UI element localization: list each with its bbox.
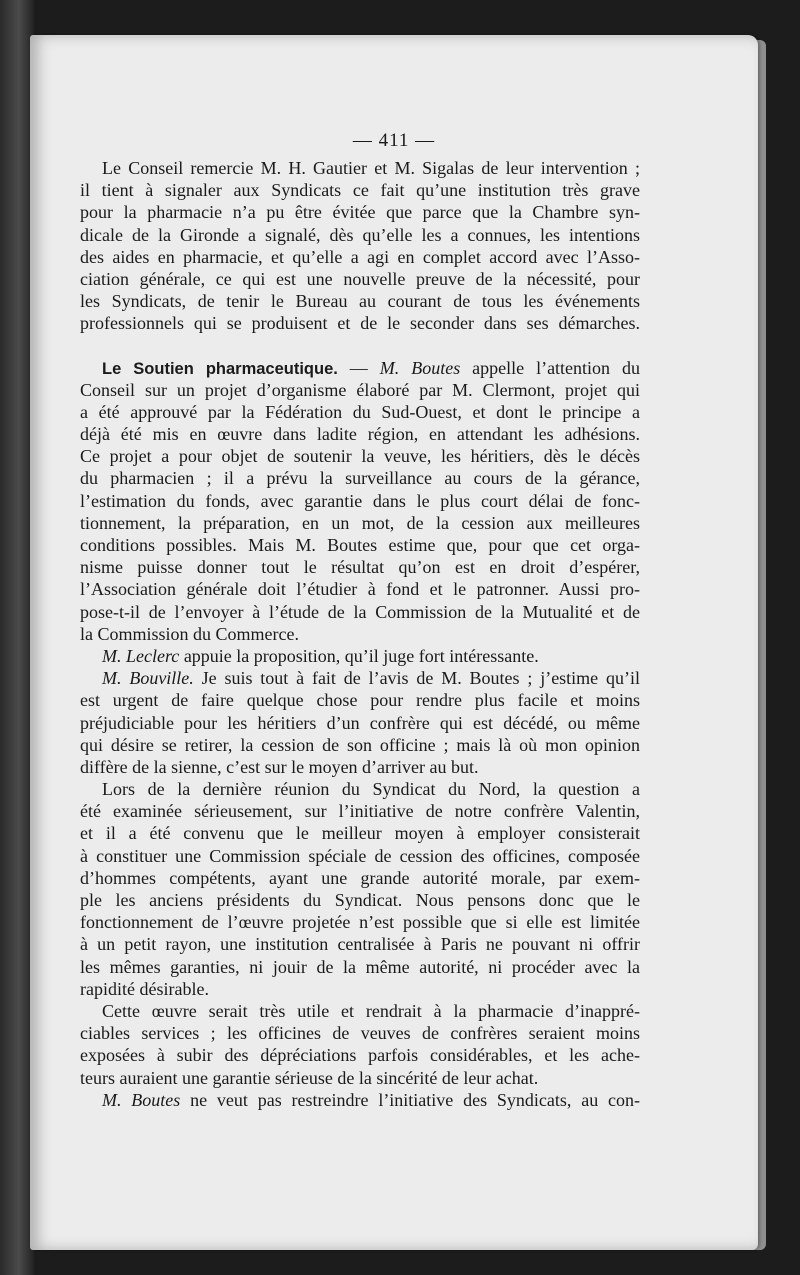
book-page <box>30 35 758 1250</box>
text-line: pour la pharmacie n’a pu être évitée que parce que la Chambre syn- <box>80 202 640 223</box>
text-line: ciation générale, ce qui est une nouvelle preuve de la nécessité, pour <box>80 268 640 289</box>
text-line: fonctionnement de l’œuvre projetée n’est possible que si elle est limitée <box>80 912 640 933</box>
text-line: M. Boutes ne veut pas restreindre l’initiative des Syndicats, au con- <box>102 1089 641 1110</box>
text-line: les Syndicats, de tenir le Bureau au courant de tous les événements <box>80 291 640 312</box>
text-line: l’estimation du fonds, avec garantie dans le plus court délai de fonc- <box>80 490 640 511</box>
text-line: déjà été mis en œuvre dans ladite région, en attendant les adhésions. <box>80 424 640 445</box>
text-line: pose-t-il de l’envoyer à l’étude de la Commission de la Mutualité et de <box>80 601 640 622</box>
paragraph <box>80 778 640 1000</box>
text-line: exposées à subir des dépréciations parfois considérables, et les ache- <box>80 1045 640 1066</box>
paragraph <box>80 157 640 335</box>
text-line: diffère de la sienne, c’est sur le moyen d’arriver au but. <box>80 756 479 777</box>
text-line: Le Soutien pharmaceutique. — M. Boutes appelle l’attention du <box>102 357 640 378</box>
text-line: des aides en pharmacie, et qu’elle a agi en complet accord avec l’Asso- <box>80 246 640 267</box>
text-line: M. Bouville. Je suis tout à fait de l’avis de M. Boutes ; j’estime qu’il <box>102 668 640 689</box>
text-line: a été approuvé par la Fédération du Sud-Ouest, et dont le principe a <box>80 401 640 422</box>
text-line: Lors de la dernière réunion du Syndicat du Nord, la question a <box>102 779 640 800</box>
paragraph <box>80 645 640 667</box>
text-line: à constituer une Commission spéciale de cession des officines, composée <box>80 845 640 866</box>
text-line: nisme puisse donner tout le résultat qu’on est en droit d’espérer, <box>80 557 640 578</box>
text-line: du pharmacien ; il a prévu la surveillance au cours de la gérance, <box>80 468 640 489</box>
speaker-name: M. Leclerc <box>102 645 180 666</box>
text-line: M. Leclerc appuie la proposition, qu’il juge fort intéressante. <box>102 645 539 666</box>
text-line: préjudiciable pour les héritiers d’un confrère qui est décédé, ou même <box>80 712 640 733</box>
paragraph <box>80 357 640 645</box>
speaker-name: M. Boutes <box>102 1089 181 1110</box>
text-line: qui désire se retirer, la cession de son officine ; mais là où mon opinion <box>80 734 640 755</box>
text-line: l’Association générale doit l’étudier à fond et le patronner. Aussi pro- <box>80 579 640 600</box>
text-line: la Commission du Commerce. <box>80 623 299 644</box>
text-line: ple les anciens présidents du Syndicat. Nous pensons donc que le <box>80 890 640 910</box>
body-text <box>80 157 640 1111</box>
facing-page-edge <box>0 0 34 1275</box>
paragraph <box>80 667 640 778</box>
text-line: dicale de la Gironde a signalé, dès qu’elle les a connues, les intentions <box>80 224 640 245</box>
section-heading: Le Soutien pharmaceutique. <box>102 359 338 378</box>
text-line: et il a été convenu que le meilleur moyen à employer consisterait <box>80 823 640 844</box>
speaker-name: M. Bouville. <box>102 668 194 689</box>
text-line: teurs auraient une garantie sérieuse de la sincérité de leur achat. <box>80 1067 539 1088</box>
text-line: à un petit rayon, une institution centralisée à Paris ne pouvant ni offrir <box>80 934 640 955</box>
page-number: — 411 — <box>352 130 436 151</box>
paragraph <box>80 1000 640 1089</box>
text-line: rapidité désirable. <box>80 978 209 999</box>
text-line: ciables services ; les officines de veuves de confrères seraient moins <box>80 1023 640 1044</box>
paragraph <box>80 1089 640 1111</box>
text-line: conditions possibles. Mais M. Boutes estime que, pour que cet orga- <box>80 535 640 555</box>
text-line: Ce projet a pour objet de soutenir la veuve, les héritiers, dès le décès <box>80 446 640 467</box>
text-line: il tient à signaler aux Syndicats ce fait qu’une institution très grave <box>80 180 640 201</box>
text-line: Le Conseil remercie M. H. Gautier et M. Sigalas de leur intervention ; <box>102 158 640 178</box>
text-line: d’hommes compétents, ayant une grande autorité morale, par exem- <box>80 867 640 888</box>
text-line: tionnement, la préparation, en un mot, de la cession aux meilleures <box>80 512 640 533</box>
speaker-name: M. Boutes <box>379 357 461 378</box>
text-line: est urgent de faire quelque chose pour rendre plus facile et moins <box>80 690 640 711</box>
text-line: les mêmes garanties, ni jouir de la même autorité, ni procéder avec la <box>80 956 640 977</box>
text-line: professionnels qui se produisent et de le seconder dans ses démarches. <box>80 313 640 334</box>
text-line: été examinée sérieusement, sur l’initiative de notre confrère Valentin, <box>80 801 640 822</box>
text-line: Cette œuvre serait très utile et rendrait à la pharmacie d’inappré- <box>102 1000 640 1021</box>
text-line: Conseil sur un projet d’organisme élaboré par M. Clermont, projet qui <box>80 379 640 400</box>
